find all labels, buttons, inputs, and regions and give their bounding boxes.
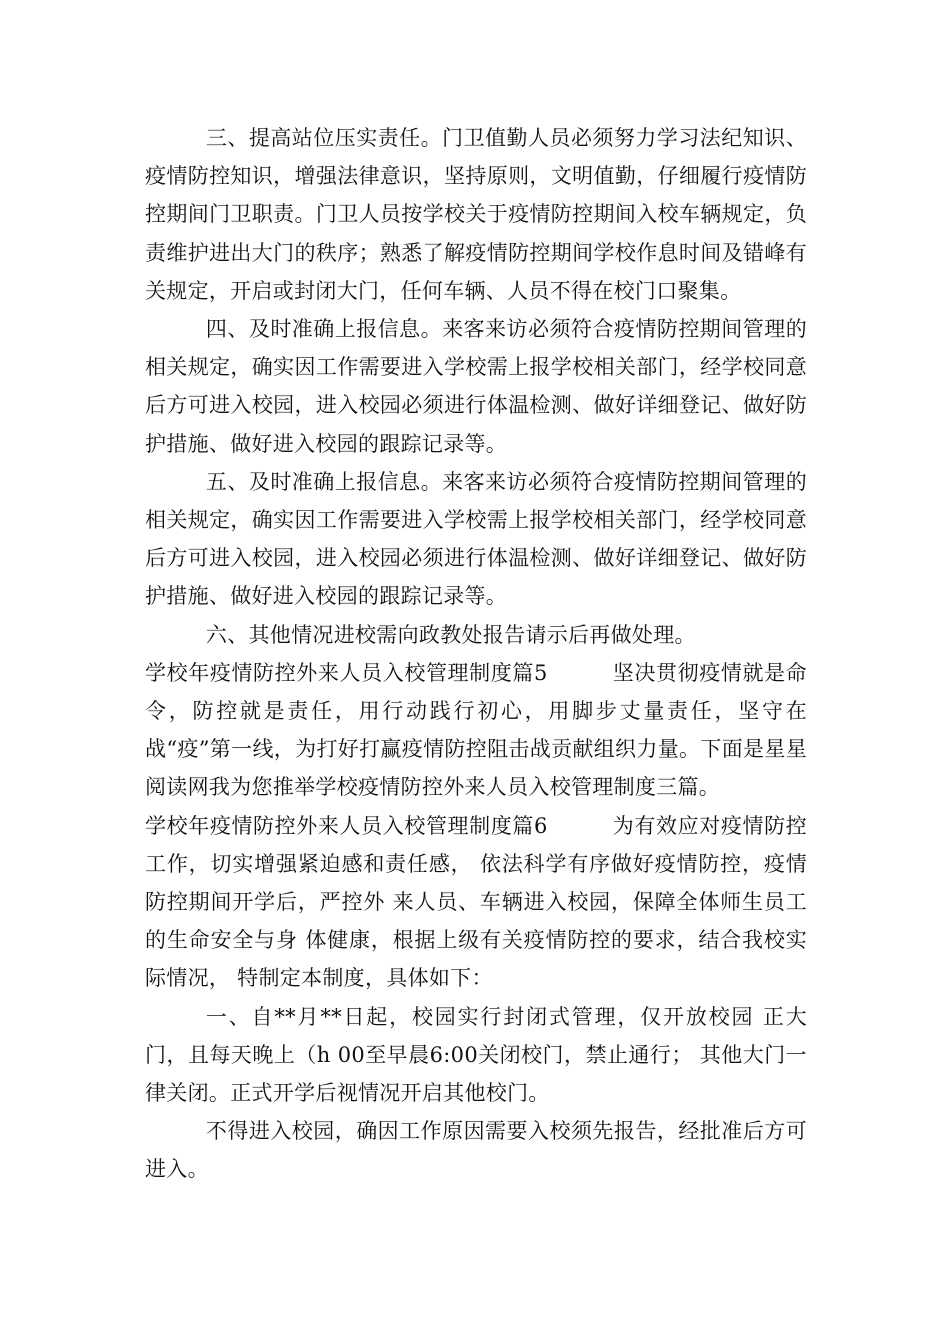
section-6-heading-paragraph: 学校年疫情防控外来人员入校管理制度篇6 为有效应对疫情防控工作，切实增强紧迫感和责任感， 依法科学有序做好疫情防控，疫情防控期间开学后，严控外 来人员、车辆进入校园，保障全体师生员工的生命安全与身 体健康，根据上级有关疫情防控的要求，结合我校实际情况， 特制定本制度，具体如下：	[145, 813, 807, 991]
section-5-heading-paragraph: 学校年疫情防控外来人员入校管理制度篇5 坚决贯彻疫情就是命令，防控就是责任，用行动践行初心，用脚步丈量责任，坚守在战“疫”第一线，为打好打赢疫情防控阻击战贡献组织力量。下面是星星阅读网我为您推举学校疫情防控外来人员入校管理制度三篇。	[145, 660, 807, 800]
paragraph-rule-1: 一、自**月**日起，校园实行封闭式管理，仅开放校园 正大门，且每天晚上（h 00至早晨6:00关闭校门，禁止通行； 其他大门一律关闭。正式开学后视情况开启其他校门。	[145, 1004, 807, 1106]
document-body	[145, 119, 807, 1189]
paragraph-4: 四、及时准确上报信息。来客来访必须符合疫情防控期间管理的相关规定，确实因工作需要进入学校需上报学校相关部门，经学校同意后方可进入校园，进入校园必须进行体温检测、做好详细登记、做好防护措施、做好进入校园的跟踪记录等。	[145, 317, 807, 456]
paragraph-6: 六、其他情况进校需向政教处报告请示后再做处理。	[205, 622, 696, 647]
paragraph-entry-approval: 不得进入校园，确因工作原因需要入校须先报告，经批准后方可进入。	[145, 1119, 807, 1182]
paragraph-3: 三、提高站位压实责任。门卫值勤人员必须努力学习法纪知识、疫情防控知识，增强法律意识，坚持原则，文明值勤，仔细履行疫情防控期间门卫职责。门卫人员按学校关于疫情防控期间入校车辆规定，负责维护进出大门的秩序；熟悉了解疫情防控期间学校作息时间及错峰有关规定，开启或封闭大门，任何车辆、人员不得在校门口聚集。	[145, 126, 807, 303]
paragraph-5: 五、及时准确上报信息。来客来访必须符合疫情防控期间管理的相关规定，确实因工作需要进入学校需上报学校相关部门，经学校同意后方可进入校园，进入校园必须进行体温检测、做好详细登记、做好防护措施、做好进入校园的跟踪记录等。	[145, 469, 807, 609]
